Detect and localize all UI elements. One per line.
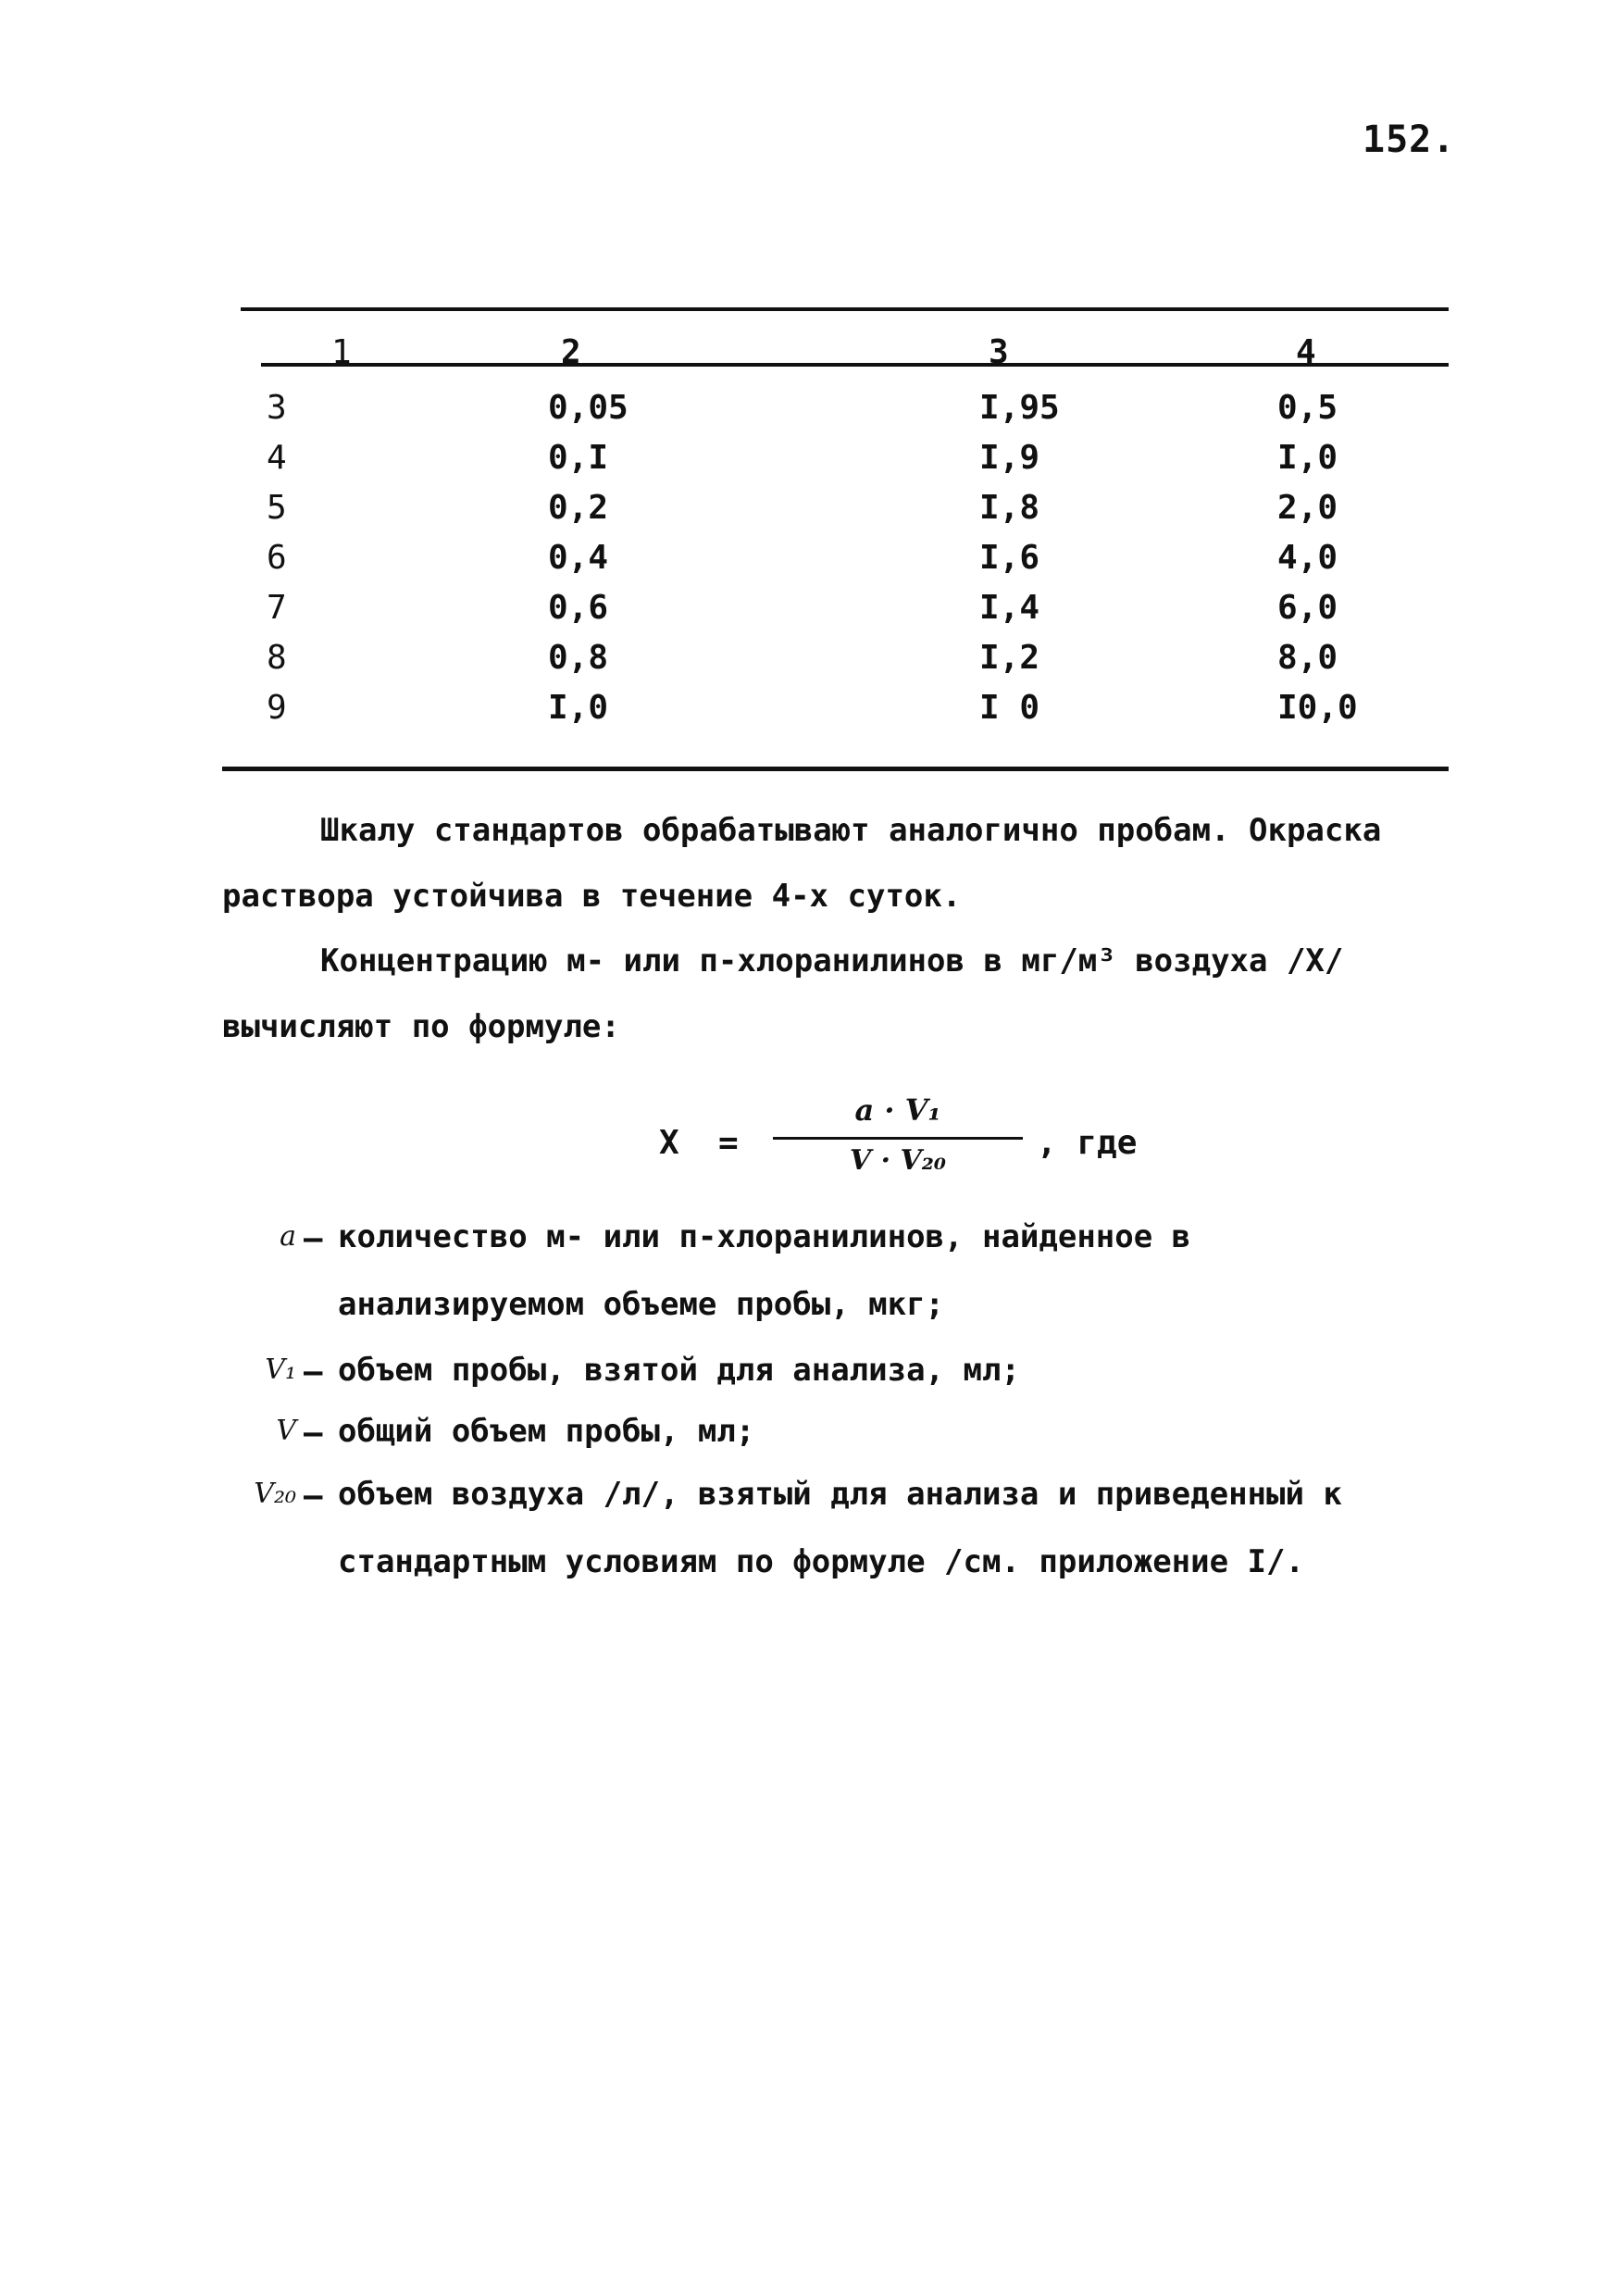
definition-text: общий объем пробы, мл; xyxy=(338,1413,755,1450)
formula-equals: = xyxy=(718,1124,739,1162)
definition-item: a – количество м- или п-хлоранилинов, найденное в анализируемом объеме пробы, мкг; xyxy=(222,1220,1416,1350)
table-row: 5 0,2 I,8 2,0 xyxy=(267,489,1338,527)
table-row: 9 I,0 I 0 I0,0 xyxy=(267,689,1358,727)
formula-numerator: a · V₁ xyxy=(854,1092,941,1128)
table-bottom-rule xyxy=(222,767,1449,771)
definition-item: V₂₀ – объем воздуха /л/, взятый для анализа и приведенный к стандартным условиям по формуле /см. приложение I/. xyxy=(222,1478,1416,1607)
paragraph-standards: Шкалу стандартов обрабатывают аналогично пробам. Окраска раствора устойчива в течение 4-х суток. xyxy=(222,812,1382,915)
table-header-rule xyxy=(261,363,1449,367)
table-header-4: 4 xyxy=(1296,333,1316,371)
table-row: 8 0,8 I,2 8,0 xyxy=(267,639,1338,677)
definition-item: V₁ – объем пробы, взятой для анализа, мл; xyxy=(222,1354,1416,1409)
table-header-2: 2 xyxy=(561,333,581,371)
table-row: 6 0,4 I,6 4,0 xyxy=(267,539,1338,577)
table-top-rule xyxy=(241,307,1449,311)
fraction-bar xyxy=(773,1137,1023,1140)
table-header-3: 3 xyxy=(989,333,1009,371)
table-row: 3 0,05 I,95 0,5 xyxy=(267,389,1338,427)
definition-text: объем воздуха /л/, взятый для анализа и приведенный к стандартным условиям по формуле /см. приложение I/. xyxy=(338,1476,1342,1580)
definition-symbol: V₁ xyxy=(265,1354,296,1386)
definition-symbol: V xyxy=(276,1415,296,1447)
table-header-1: 1 xyxy=(331,333,352,371)
formula-denominator: V · V₂₀ xyxy=(849,1144,947,1177)
definition-item: V – общий объем пробы, мл; xyxy=(222,1415,1416,1470)
concentration-formula xyxy=(648,1092,1166,1194)
paragraph-concentration: Концентрацию м- или п-хлоранилинов в мг/м³ воздуха /X/ вычисляют по формуле: xyxy=(222,942,1344,1045)
definition-symbol: a xyxy=(280,1220,296,1253)
definition-text: объем пробы, взятой для анализа, мл; xyxy=(338,1352,1020,1389)
formula-lhs: X xyxy=(659,1124,679,1162)
table-row: 7 0,6 I,4 6,0 xyxy=(267,589,1338,627)
definition-symbol: V₂₀ xyxy=(254,1478,296,1510)
formula-where: , где xyxy=(1037,1124,1138,1162)
table-row: 4 0,I I,9 I,0 xyxy=(267,439,1338,477)
page-number: 152. xyxy=(1363,119,1456,161)
definition-text: количество м- или п-хлоранилинов, найденное в анализируемом объеме пробы, мкг; xyxy=(338,1218,1191,1323)
